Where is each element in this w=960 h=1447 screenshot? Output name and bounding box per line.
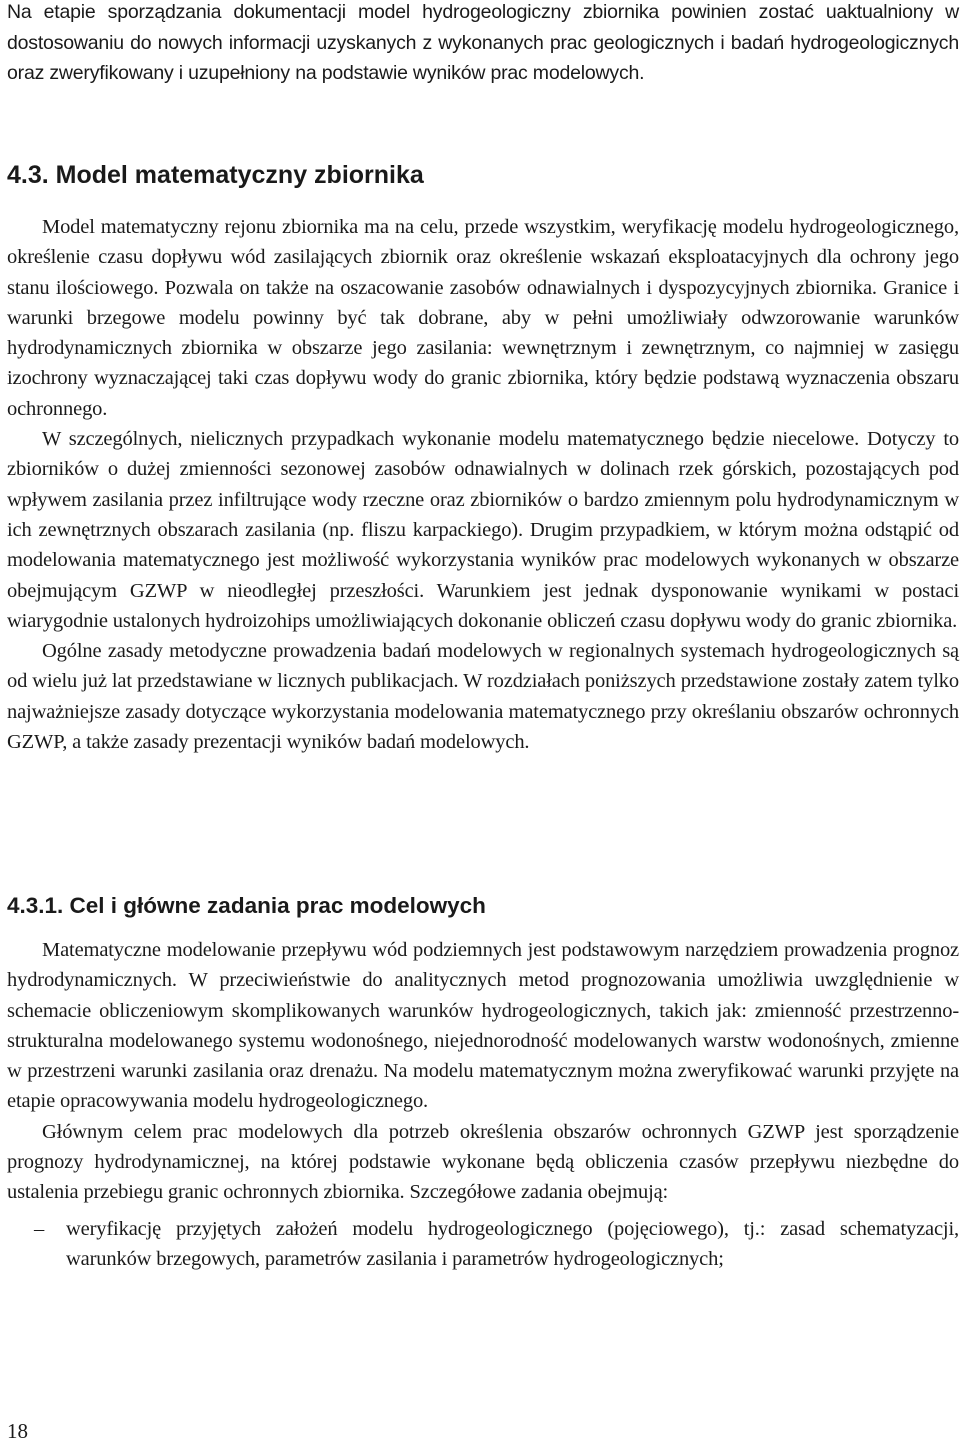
subsection-heading: 4.3.1. Cel i główne zadania prac modelowych — [7, 893, 486, 918]
section-body — [7, 212, 959, 757]
list-item-text: weryfikację przyjętych założeń modelu hydrogeologicznego (pojęciowego), tj.: zasad schematyzacji, warunków brzegowych, parametrów zasilania i parametrów hydrogeologicznych; — [66, 1217, 959, 1270]
section-heading: 4.3. Model matematyczny zbiornika — [7, 161, 424, 189]
section-paragraph-2: W szczególnych, nielicznych przypadkach wykonanie modelu matematycznego będzie niecelowe. Dotyczy to zbiorników o dużej zmienności sezonowej zasobów odnawialnych w dolinach rzek górskich, pozostających pod wpływem zasilania przez infiltrujące wody rzeczne oraz zbiorników o bardzo zmiennym polu hydrodynamicznym w ich zewnętrznych obszarach zasilania (np. fliszu karpackiego). Drugim przypadkiem, w którym można odstąpić od modelowania matematycznego jest możliwość wykorzystania wyników prac modelowych wykonanych w obszarze obejmującym GZWP w nieodległej przeszłości. Warunkiem jest jednak dysponowanie wynikami w postaci wiarygodnie ustalonych hydroizohips umożliwiających dokonanie obliczeń czasu dopływu wody do granic zbiornika. — [7, 428, 959, 632]
page-number: 18 — [7, 1419, 28, 1443]
tasks-list — [7, 1214, 959, 1275]
list-bullet: – — [34, 1217, 45, 1240]
section-paragraph-1: Model matematyczny rejonu zbiornika ma na celu, przede wszystkim, weryfikację modelu hydrogeologicznego, określenie czasu dopływu wód zasilających zbiornik oraz określenie wskazań eksploatacyjnych dla ochrony jego stanu ilościowego. Pozwala on także na oszacowanie zasobów odnawialnych i dyspozycyjnych zbiornika. Granice i warunki brzegowe modelu powinny być tak dobrane, aby w pełni umożliwiały odwzorowanie warunków hydrodynamicznych zbiornika w obszarze jego zasilania: wewnętrznym i zewnętrznym, co najmniej w zasięgu izochrony wyznaczającej taki czas dopływu wody do granic zbiornika, który będzie podstawą wyznaczenia obszaru ochronnego. — [7, 216, 959, 420]
subsection-paragraph-1: Matematyczne modelowanie przepływu wód podziemnych jest podstawowym narzędziem prowadzenia prognoz hydrodynamicznych. W przeciwieństwie do analitycznych metod prognozowania umożliwia uwzględnienie w schemacie obliczeniowym skomplikowanych warunków hydrogeologicznych, takich jak: zmienność przestrzenno-strukturalna modelowanego systemu wodonośnego, niejednorodność modelowanych warstw wodonośnych, zmienne w przestrzeni warunki zasilania oraz drenażu. Na modelu matematycznym można zweryfikować warunki przyjęte na etapie opracowywania modelu hydrogeologicznego. — [7, 939, 959, 1113]
subsection-body — [7, 935, 959, 1274]
intro-paragraph: Na etapie sporządzania dokumentacji model hydrogeologiczny zbiornika powinien zostać uaktualniony w dostosowaniu do nowych informacji uzyskanych z wykonanych prac geologicznych i badań hydrogeologicznych oraz zweryfikowany i uzupełniony na podstawie wyników prac modelowych. — [7, 1, 959, 84]
list-item — [7, 1214, 959, 1275]
subsection-paragraph-2: Głównym celem prac modelowych dla potrzeb określenia obszarów ochronnych GZWP jest sporządzenie prognozy hydrodynamicznej, na której podstawie wykonane będą obliczenia czasów przepływu niezbędne do ustalenia przebiegu granic ochronnych zbiornika. Szczegółowe zadania obejmują: — [7, 1120, 959, 1204]
section-paragraph-3: Ogólne zasady metodyczne prowadzenia badań modelowych w regionalnych systemach hydrogeologicznych są od wielu już lat przedstawiane w licznych publikacjach. W rozdziałach poniższych przedstawione zostały zatem tylko najważniejsze zasady dotyczące wykorzystania modelowania matematycznego przy określaniu obszarów ochronnych GZWP, a także zasady prezentacji wyników badań modelowych. — [7, 640, 959, 754]
